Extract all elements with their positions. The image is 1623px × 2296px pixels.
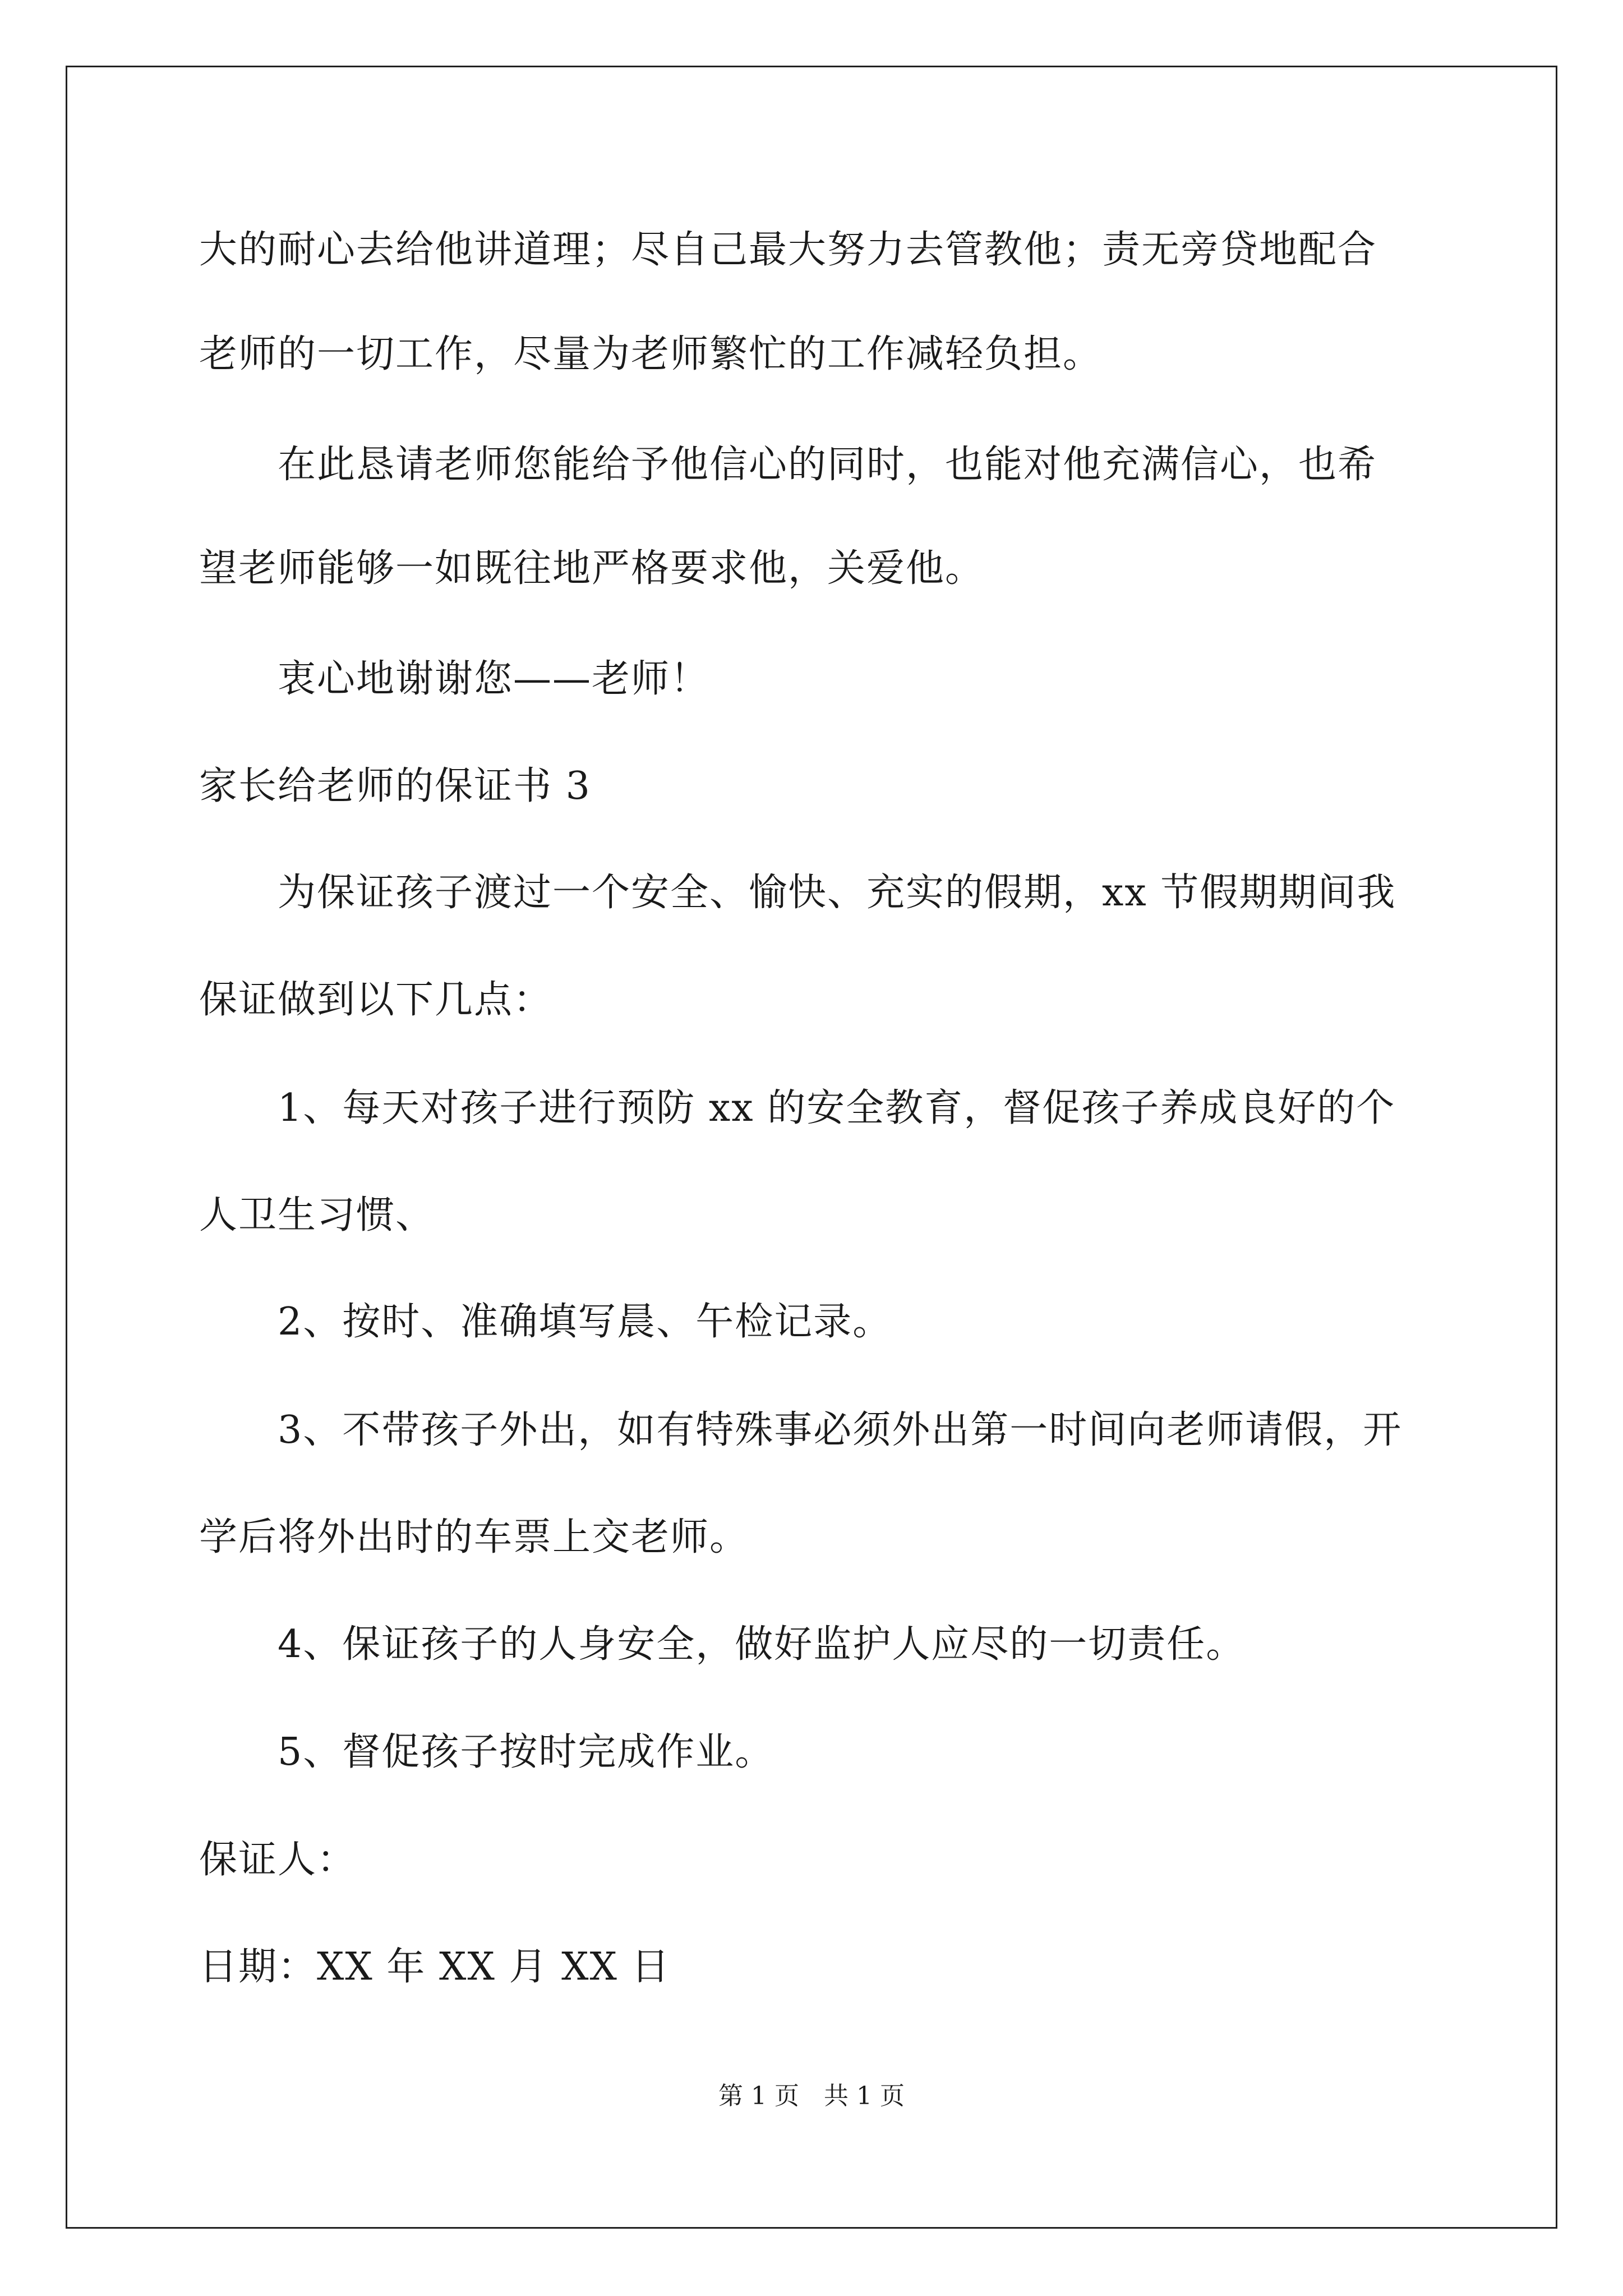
paragraph-line: 衷心地谢谢您——老师！ xyxy=(278,657,710,701)
list-item: 4、保证孩子的人身安全，做好监护人应尽的一切责任。 xyxy=(278,1622,1246,1667)
paragraph-line: 老师的一切工作，尽量为老师繁忙的工作减轻负担。 xyxy=(199,332,1103,376)
paragraph-line: 大的耐心去给他讲道理；尽自己最大努力去管教他；责无旁贷地配合 xyxy=(199,228,1377,272)
list-item: 2、按时、准确填写晨、午检记录。 xyxy=(278,1300,892,1344)
signer-label: 保证人： xyxy=(199,1838,357,1882)
section-heading: 家长给老师的保证书 3 xyxy=(199,764,591,808)
date-line: 日期：XX 年 XX 月 XX 日 xyxy=(199,1945,671,1989)
list-item: 5、督促孩子按时完成作业。 xyxy=(278,1730,774,1774)
list-item: 人卫生习惯、 xyxy=(199,1193,435,1237)
list-item: 3、不带孩子外出，如有特殊事必须外出第一时间向老师请假，开 xyxy=(278,1408,1403,1452)
paragraph-line: 在此恳请老师您能给予他信心的同时，也能对他充满信心，也希 xyxy=(278,443,1377,487)
paragraph-line: 望老师能够一如既往地严格要求他，关爱他。 xyxy=(199,546,985,591)
paragraph-line: 为保证孩子渡过一个安全、愉快、充实的假期，xx 节假期期间我 xyxy=(278,871,1396,915)
page-footer: 第 1 页 共 1 页 xyxy=(718,2082,905,2110)
page-border xyxy=(66,66,1557,2229)
paragraph-line: 保证做到以下几点： xyxy=(199,978,553,1022)
list-item: 1、每天对孩子进行预防 xx 的安全教育，督促孩子养成良好的个 xyxy=(278,1086,1396,1130)
list-item: 学后将外出时的车票上交老师。 xyxy=(199,1515,749,1559)
